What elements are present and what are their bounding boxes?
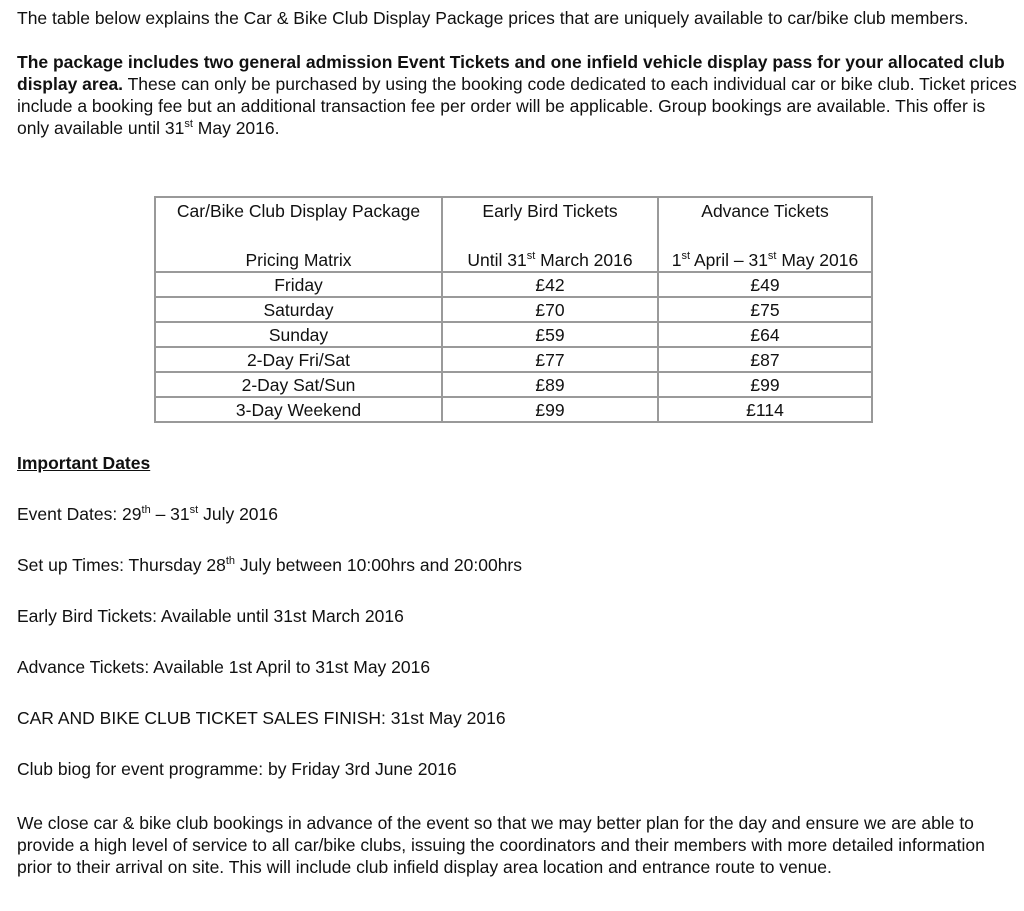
- pricing-table-wrapper: [154, 196, 873, 423]
- package-bold-text: The package includes two general admission Event Tickets and one infield vehicle display pass for your allocated club display area.: [17, 52, 1005, 94]
- header-early-bird-date: Until 31st March 2016: [467, 250, 633, 270]
- package-text: These can only be purchased by using the booking code dedicated to each individual car or bike club. Ticket prices include a booking fee but an additional transaction fee per order will be applicable. Group bookings are available. This offer is only available until 31: [17, 74, 1017, 138]
- cell-package: 2-Day Fri/Sat: [156, 348, 443, 373]
- event-dates-line: Event Dates: 29th – 31st July 2016: [17, 504, 278, 524]
- header-early-bird: [443, 198, 659, 273]
- cell-early-bird-price: £70: [443, 298, 659, 323]
- cell-advance-price: £99: [659, 373, 871, 398]
- table-row: [156, 348, 871, 373]
- document-body: [17, 7, 1017, 139]
- table-row: [156, 398, 871, 421]
- cell-advance-price: £75: [659, 298, 871, 323]
- cell-early-bird-price: £77: [443, 348, 659, 373]
- header-package-title: Car/Bike Club Display Package: [176, 201, 421, 221]
- header-early-bird-title: Early Bird Tickets: [482, 201, 618, 221]
- package-paragraph: [17, 51, 1017, 139]
- table-header-row: [156, 198, 871, 273]
- package-text-end: May 2016.: [192, 118, 280, 138]
- header-advance: [659, 198, 871, 273]
- cell-package: 2-Day Sat/Sun: [156, 373, 443, 398]
- cell-advance-price: £64: [659, 323, 871, 348]
- setup-times-line: Set up Times: Thursday 28th July between 10:00hrs and 20:00hrs: [17, 555, 522, 575]
- cell-early-bird-price: £59: [443, 323, 659, 348]
- cell-package: Sunday: [156, 323, 443, 348]
- pricing-table: [154, 196, 873, 423]
- early-bird-line: Early Bird Tickets: Available until 31st March 2016: [17, 606, 404, 626]
- header-package: [156, 198, 443, 273]
- intro-paragraph: The table below explains the Car & Bike Club Display Package prices that are uniquely available to car/bike club members.: [17, 8, 969, 28]
- table-row: [156, 373, 871, 398]
- header-package-subtitle: Pricing Matrix: [245, 250, 352, 270]
- cell-package: Friday: [156, 273, 443, 298]
- header-advance-title: Advance Tickets: [701, 201, 829, 221]
- cell-early-bird-price: £42: [443, 273, 659, 298]
- club-biog-line: Club biog for event programme: by Friday 3rd June 2016: [17, 759, 457, 779]
- table-row: [156, 273, 871, 298]
- closing-paragraph: We close car & bike club bookings in advance of the event so that we may better plan for the day and ensure we are able to provide a high level of service to all car/bike clubs, issuing the coordinators and their members with more detailed information prior to their arrival on site. This will include club infield display area location and entrance route to venue.: [17, 813, 985, 877]
- cell-advance-price: £49: [659, 273, 871, 298]
- table-row: [156, 298, 871, 323]
- advance-line: Advance Tickets: Available 1st April to 31st May 2016: [17, 657, 431, 677]
- table-row: [156, 323, 871, 348]
- cell-package: Saturday: [156, 298, 443, 323]
- sales-finish-line: CAR AND BIKE CLUB TICKET SALES FINISH: 31st May 2016: [17, 708, 506, 728]
- header-advance-date: 1st April – 31st May 2016: [671, 250, 859, 270]
- important-dates-section: [17, 452, 1017, 809]
- cell-advance-price: £87: [659, 348, 871, 373]
- cell-package: 3-Day Weekend: [156, 398, 443, 421]
- cell-early-bird-price: £89: [443, 373, 659, 398]
- important-dates-heading: Important Dates: [17, 453, 151, 473]
- cell-early-bird-price: £99: [443, 398, 659, 421]
- cell-advance-price: £114: [746, 399, 784, 420]
- package-sup: st: [184, 118, 193, 131]
